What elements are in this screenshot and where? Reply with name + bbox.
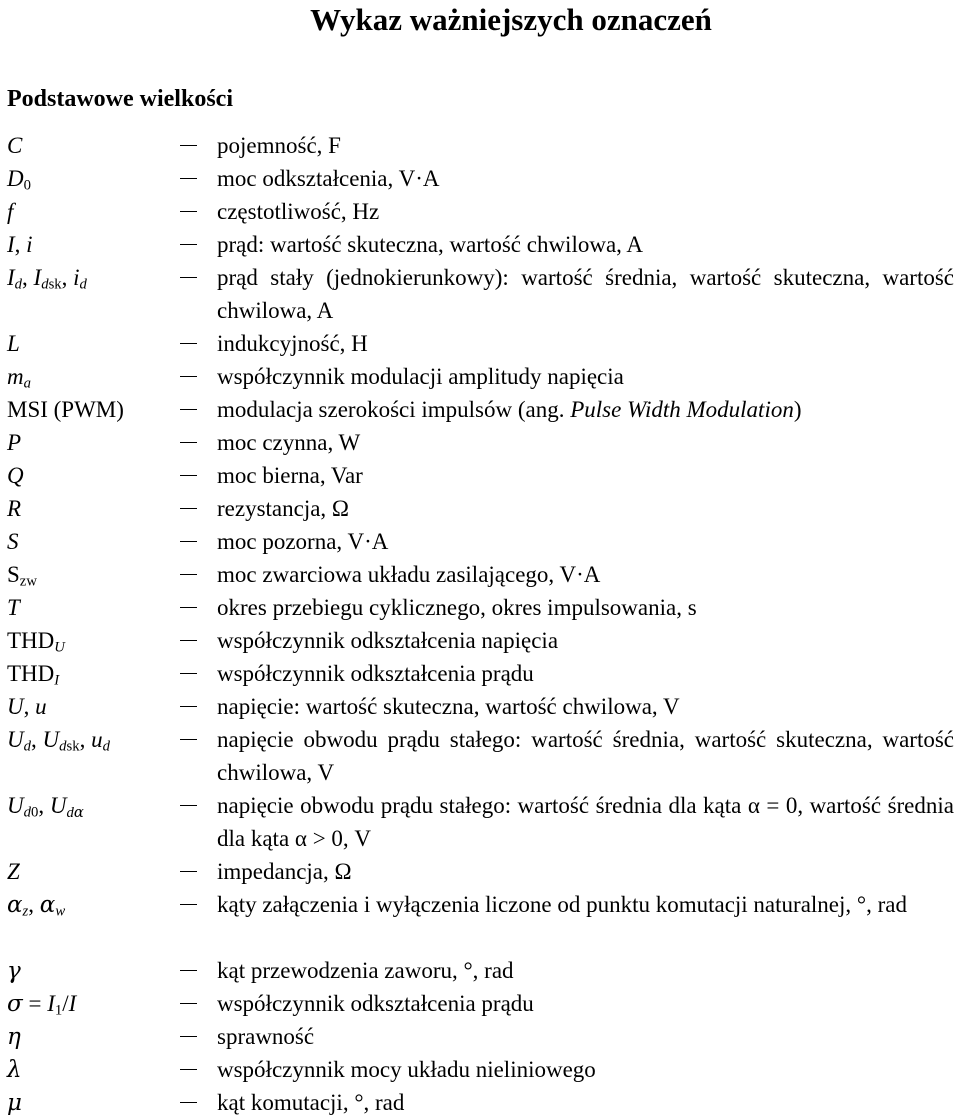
definition: współczynnik odkształcenia napięcia: [217, 628, 559, 653]
definition: okres przebiegu cyklicznego, okres impulsowania, s: [217, 595, 697, 620]
list-item-gamma: [0, 954, 960, 987]
definition: kąty załączenia i wyłączenia liczone od punktu komutacji naturalnej, °, rad: [217, 892, 907, 917]
definition: rezystancja, Ω: [217, 496, 350, 521]
symbol: $I_d$, $I_{dsk}$, $i_d$: [7, 265, 87, 293]
definition: moc pozorna, V·A: [217, 529, 389, 554]
definition: sprawność: [217, 1024, 315, 1049]
definition: współczynnik odkształcenia prądu: [217, 991, 534, 1016]
dash: [180, 145, 197, 146]
definition: impedancja, Ω: [217, 859, 352, 884]
list-item-R: [0, 492, 960, 525]
symbol: T: [7, 595, 20, 620]
list-item-mu: [0, 1086, 960, 1119]
dash: [180, 244, 197, 245]
definition: kąt komutacji, °, rad: [217, 1090, 405, 1115]
definition-end: ): [793, 397, 802, 422]
symbol: $D_0$: [7, 166, 31, 194]
dash: [180, 376, 197, 377]
dash: [180, 805, 197, 806]
definition: współczynnik mocy układu nieliniowego: [217, 1057, 596, 1082]
symbol: R: [7, 496, 22, 521]
list-item-U: [0, 690, 960, 723]
list-item-alpha: [0, 888, 960, 954]
dash: [180, 1036, 197, 1037]
symbol: S: [7, 529, 19, 554]
list-item-Q: [0, 459, 960, 492]
symbol: U, u: [7, 694, 47, 719]
symbol: MSI (PWM): [7, 397, 124, 422]
list-item-D0: [0, 162, 960, 195]
dash: [180, 1069, 197, 1070]
definition: napięcie obwodu prądu stałego: wartość średnia dla kąta α = 0, wartość średnia dla kąta α > 0, V: [217, 793, 954, 851]
definition: częstotliwość, Hz: [217, 199, 380, 224]
list-item-sigma: [0, 987, 960, 1020]
list-item-THDU: [0, 624, 960, 657]
definition: indukcyjność, H: [217, 331, 368, 356]
dash: [180, 442, 197, 443]
page-title: Wykaz ważniejszych oznaczeń: [310, 2, 712, 37]
symbol: I, i: [7, 232, 33, 257]
dash: [180, 574, 197, 575]
dash: [180, 277, 197, 278]
dash: [180, 409, 197, 410]
list-item-P: [0, 426, 960, 459]
symbol: μ: [7, 1090, 22, 1116]
dash: [180, 211, 197, 212]
definition: napięcie: wartość skuteczna, wartość chwilowa, V: [217, 694, 680, 719]
symbol: $\alpha_z$, $\alpha_w$: [7, 892, 66, 920]
list-item-Ud0: [0, 789, 960, 855]
definition: napięcie obwodu prądu stałego: wartość średnia, wartość skuteczna, wartość chwilowa, V: [217, 727, 954, 785]
dash: [180, 673, 197, 674]
definition: prąd: wartość skuteczna, wartość chwilowa, A: [217, 232, 643, 257]
dash: [180, 640, 197, 641]
dash: [180, 739, 197, 740]
definition: pojemność, F: [217, 133, 341, 158]
list-item-THDI: [0, 657, 960, 690]
list-item-C: [0, 129, 960, 162]
symbol: $\sigma = I_1/I$: [7, 991, 77, 1019]
dash: [180, 508, 197, 509]
list-item-ma: [0, 360, 960, 393]
symbol: $THD_I$: [7, 661, 60, 689]
dash: [180, 904, 197, 905]
definition: prąd stały (jednokierunkowy): wartość średnia, wartość skuteczna, wartość chwilowa, A: [217, 265, 954, 323]
symbol: $S_{zw}$: [7, 562, 37, 590]
definition: kąt przewodzenia zaworu, °, rad: [217, 958, 514, 983]
definition: moc odkształcenia, V·A: [217, 166, 440, 191]
symbol: η: [7, 1024, 21, 1050]
definition: [217, 393, 954, 426]
symbol: $THD_U$: [7, 628, 65, 656]
definition: moc zwarciowa układu zasilającego, V·A: [217, 562, 601, 587]
symbol: $m_a$: [7, 364, 31, 392]
symbol: Z: [7, 859, 20, 884]
dash: [180, 343, 197, 344]
dash: [180, 871, 197, 872]
dash: [180, 706, 197, 707]
dash: [180, 541, 197, 542]
symbol-list: [0, 129, 960, 1119]
list-item-MSI: [0, 393, 960, 426]
symbol: λ: [7, 1057, 22, 1083]
list-item-f: [0, 195, 960, 228]
symbol: f: [7, 199, 14, 224]
definition: moc bierna, Var: [217, 463, 363, 488]
list-item-S: [0, 525, 960, 558]
list-item-lambda: [0, 1053, 960, 1086]
list-item-I: [0, 228, 960, 261]
symbol: C: [7, 133, 23, 158]
dash: [180, 178, 197, 179]
list-item-Ud: [0, 723, 960, 789]
symbol: $U_d$, $U_{dsk}$, $u_d$: [7, 727, 110, 755]
list-item-L: [0, 327, 960, 360]
dash: [180, 970, 197, 971]
definition: współczynnik modulacji amplitudy napięcia: [217, 364, 624, 389]
symbol: L: [7, 331, 20, 356]
list-item-Szw: [0, 558, 960, 591]
symbol: Q: [7, 463, 24, 488]
dash: [180, 1003, 197, 1004]
symbol: P: [7, 430, 22, 455]
dash: [180, 607, 197, 608]
definition: moc czynna, W: [217, 430, 361, 455]
list-item-Id: [0, 261, 960, 327]
definition-text: modulacja szerokości impulsów (ang.: [217, 397, 571, 422]
dash: [180, 475, 197, 476]
definition: współczynnik odkształcenia prądu: [217, 661, 534, 686]
list-item-eta: [0, 1020, 960, 1053]
list-item-T: [0, 591, 960, 624]
symbol: $U_{d0}$, $U_{d\alpha}$: [7, 793, 84, 821]
dash: [180, 1102, 197, 1103]
section-heading: Podstawowe wielkości: [7, 86, 233, 112]
definition-italic: Pulse Width Modulation: [570, 397, 794, 422]
list-item-Z: [0, 855, 960, 888]
symbol: γ: [7, 958, 21, 984]
